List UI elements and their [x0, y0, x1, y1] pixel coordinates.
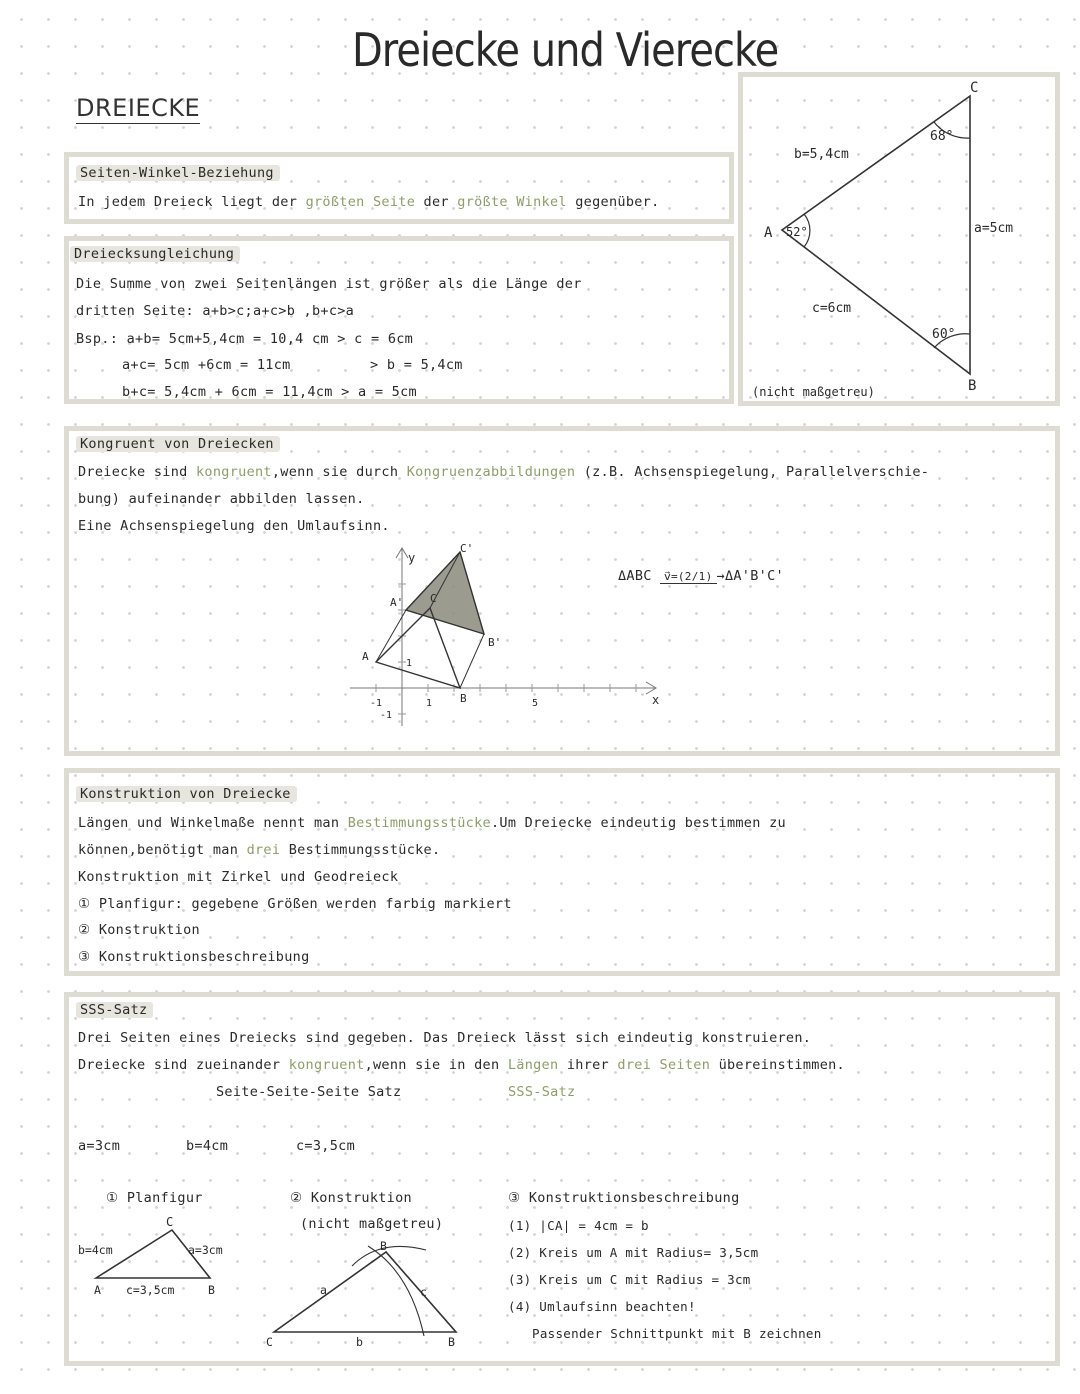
vertex-b-label: B: [968, 378, 977, 394]
box4-heading-label: Konstruktion von Dreiecke: [76, 786, 297, 802]
box4-line1: [78, 815, 786, 831]
box1-text: [78, 194, 660, 210]
point-b2-label: B': [488, 636, 502, 649]
konstruktion-b-top: B: [380, 1239, 387, 1253]
konstruktion-side-c: c: [420, 1285, 427, 1299]
section-heading-text: DREIECKE: [76, 94, 201, 122]
planfigur-vertex-b: B: [208, 1283, 215, 1297]
box5-line2: [78, 1057, 845, 1073]
mapping-arrow-icon: →: [716, 568, 725, 584]
mapping-left: ΔABC: [618, 568, 652, 584]
box3-line3: Eine Achsenspiegelung den Umlaufsinn.: [78, 518, 390, 534]
box4-line1a: Längen und Winkelmaße nennt man: [78, 815, 348, 831]
side-a-label: a=5cm: [974, 221, 1014, 236]
box5-line1: Drei Seiten eines Dreiecks sind gegeben. Das Dreieck lässt sich eindeutig konstruieren.: [78, 1030, 812, 1046]
konstruktion-side-b: b: [356, 1335, 363, 1349]
konstruktion-vertex-b: B: [448, 1335, 455, 1349]
tick-pos-x: 1: [426, 698, 433, 709]
konstruktion-triangle: [274, 1252, 456, 1332]
box3-heading: [76, 436, 280, 452]
box5-line2d: Längen: [507, 1057, 559, 1073]
vertex-c-label: C: [970, 80, 979, 96]
box2-example-1: Bsp.: a+b= 5cm+5,4cm = 10,4 cm > c = 6cm: [76, 331, 414, 347]
box-seiten-winkel: [64, 152, 734, 224]
box2-line1: Die Summe von zwei Seitenlängen ist größer als die Länge der: [76, 276, 582, 292]
angle-a-label: 52°: [786, 225, 808, 239]
box4-line1c: .Um Dreiecke eindeutig bestimmen zu: [490, 815, 786, 831]
konstruktion-figure: [260, 1232, 480, 1350]
konstruktion-vertex-c: C: [266, 1335, 273, 1349]
planfigur-vertex-c: C: [166, 1215, 174, 1229]
given-c: c=3,5cm: [296, 1138, 355, 1154]
not-to-scale-note: (nicht maßgetreu): [752, 385, 875, 399]
box3-line1: [78, 464, 929, 480]
vertex-a-label: A: [764, 225, 773, 241]
box1-heading-label: Seiten-Winkel-Beziehung: [76, 165, 280, 181]
box4-line2c: Bestimmungsstücke.: [280, 842, 441, 858]
triangle-figure: [738, 72, 1060, 406]
planfigur-title: ① Planfigur: [106, 1190, 203, 1206]
rule-name: Seite-Seite-Seite Satz: [216, 1084, 402, 1100]
point-b-label: B: [460, 692, 467, 705]
box5-heading: [76, 1002, 153, 1018]
box1-text-a: In jedem Dreieck liegt der: [78, 194, 306, 210]
box3-line1b: kongruent: [196, 464, 272, 480]
box4-step2: ② Konstruktion: [78, 922, 200, 938]
point-c2-label: C': [460, 542, 474, 555]
box2-example-2a: a+c= 5cm +6cm = 11cm: [122, 357, 291, 373]
box4-line2b: drei: [246, 842, 281, 858]
given-b: b=4cm: [186, 1138, 229, 1154]
tick-neg-x: -1: [370, 698, 383, 709]
box3-heading-label: Kongruent von Dreiecken: [76, 436, 280, 452]
box1-text-c: der: [415, 194, 458, 210]
box2-heading-label: Dreiecksungleichung: [70, 246, 240, 262]
konstruktion-note: (nicht maßgetreu): [300, 1216, 444, 1232]
planfigur-triangle: [76, 1212, 266, 1302]
mapping-vector: v⃗=(2/1): [660, 570, 716, 584]
planfigur-side-c: c=3,5cm: [126, 1283, 175, 1297]
box1-text-e: gegenüber.: [566, 194, 660, 210]
section-heading: [76, 94, 200, 122]
box5-line2c: ,wenn sie in den: [364, 1057, 508, 1073]
congruence-graph: [340, 540, 680, 730]
side-c-label: c=6cm: [812, 301, 852, 316]
box4-line3: Konstruktion mit Zirkel und Geodreieck: [78, 869, 399, 885]
konstruktion-title: ② Konstruktion: [290, 1190, 412, 1206]
tick-neg-y: -1: [380, 710, 393, 721]
angle-b-label: 60°: [932, 327, 956, 342]
box2-example-3: b+c= 5,4cm + 6cm = 11,4cm > a = 5cm: [122, 384, 417, 400]
box4-line1b: Bestimmungsstücke: [347, 815, 491, 831]
box1-text-d: größte Winkel: [457, 194, 567, 210]
point-a-label: A: [362, 650, 369, 663]
konstruktion-side-a: a: [320, 1283, 327, 1297]
box3-line2: bung) aufeinander abbilden lassen.: [78, 491, 365, 507]
box2-line2: dritten Seite: a+b>c;a+c>b ,b+c>a: [76, 303, 355, 319]
mapping-right: ΔA'B'C': [724, 568, 784, 584]
axis-label-y: y: [408, 551, 416, 565]
box1-text-b: größten Seite: [305, 194, 416, 210]
page-title: Dreiecke und Vierecke: [352, 24, 779, 78]
box2-heading: [70, 246, 240, 262]
box3-line1c: ,wenn sie durch: [271, 464, 407, 480]
beschreibung-1: (1) |CA| = 4cm = b: [508, 1218, 649, 1233]
point-a2-label: A': [390, 596, 404, 609]
box5-line2b: kongruent: [288, 1057, 365, 1073]
axis-label-x: x: [652, 693, 660, 707]
box3-line1e: (z.B. Achsenspiegelung, Parallelverschie-: [575, 464, 930, 480]
triangle-a2b2c2: [406, 552, 484, 634]
tick-pos-y: 1: [406, 658, 413, 669]
box4-step3: ③ Konstruktionsbeschreibung: [78, 949, 310, 965]
beschreibung-2: (2) Kreis um A mit Radius= 3,5cm: [508, 1245, 759, 1260]
beschreibung-title: ③ Konstruktionsbeschreibung: [508, 1190, 740, 1206]
box5-line2g: übereinstimmen.: [710, 1057, 845, 1073]
point-c-label: C: [430, 592, 437, 605]
box3-line1a: Dreiecke sind: [78, 464, 196, 480]
planfigur-side-b: b=4cm: [78, 1243, 113, 1257]
planfigur-side-a: a=3cm: [188, 1243, 223, 1257]
box2-example-2b: > b = 5,4cm: [370, 357, 463, 373]
planfigur-vertex-a: A: [94, 1283, 101, 1297]
beschreibung-4: (4) Umlaufsinn beachten!: [508, 1299, 696, 1314]
box4-line2a: können,benötigt man: [78, 842, 247, 858]
side-b-label: b=5,4cm: [794, 147, 849, 162]
beschreibung-3: (3) Kreis um C mit Radius = 3cm: [508, 1272, 751, 1287]
angle-c-label: 68°: [930, 129, 954, 144]
box5-line2f: drei Seiten: [617, 1057, 711, 1073]
given-a: a=3cm: [78, 1138, 121, 1154]
box5-line2a: Dreiecke sind zueinander: [78, 1057, 289, 1073]
box5-heading-label: SSS-Satz: [76, 1002, 153, 1018]
box5-line2e: ihrer: [558, 1057, 618, 1073]
rule-short: SSS-Satz: [508, 1084, 576, 1100]
box4-line2: [78, 842, 440, 858]
box4-heading: [76, 786, 297, 802]
box3-line1d: Kongruenzabbildungen: [406, 464, 576, 480]
tick-5: 5: [532, 698, 539, 709]
box4-step1: ① Planfigur: gegebene Größen werden farbig markiert: [78, 896, 512, 912]
box1-heading: [76, 165, 280, 181]
beschreibung-5: Passender Schnittpunkt mit B zeichnen: [532, 1326, 822, 1341]
